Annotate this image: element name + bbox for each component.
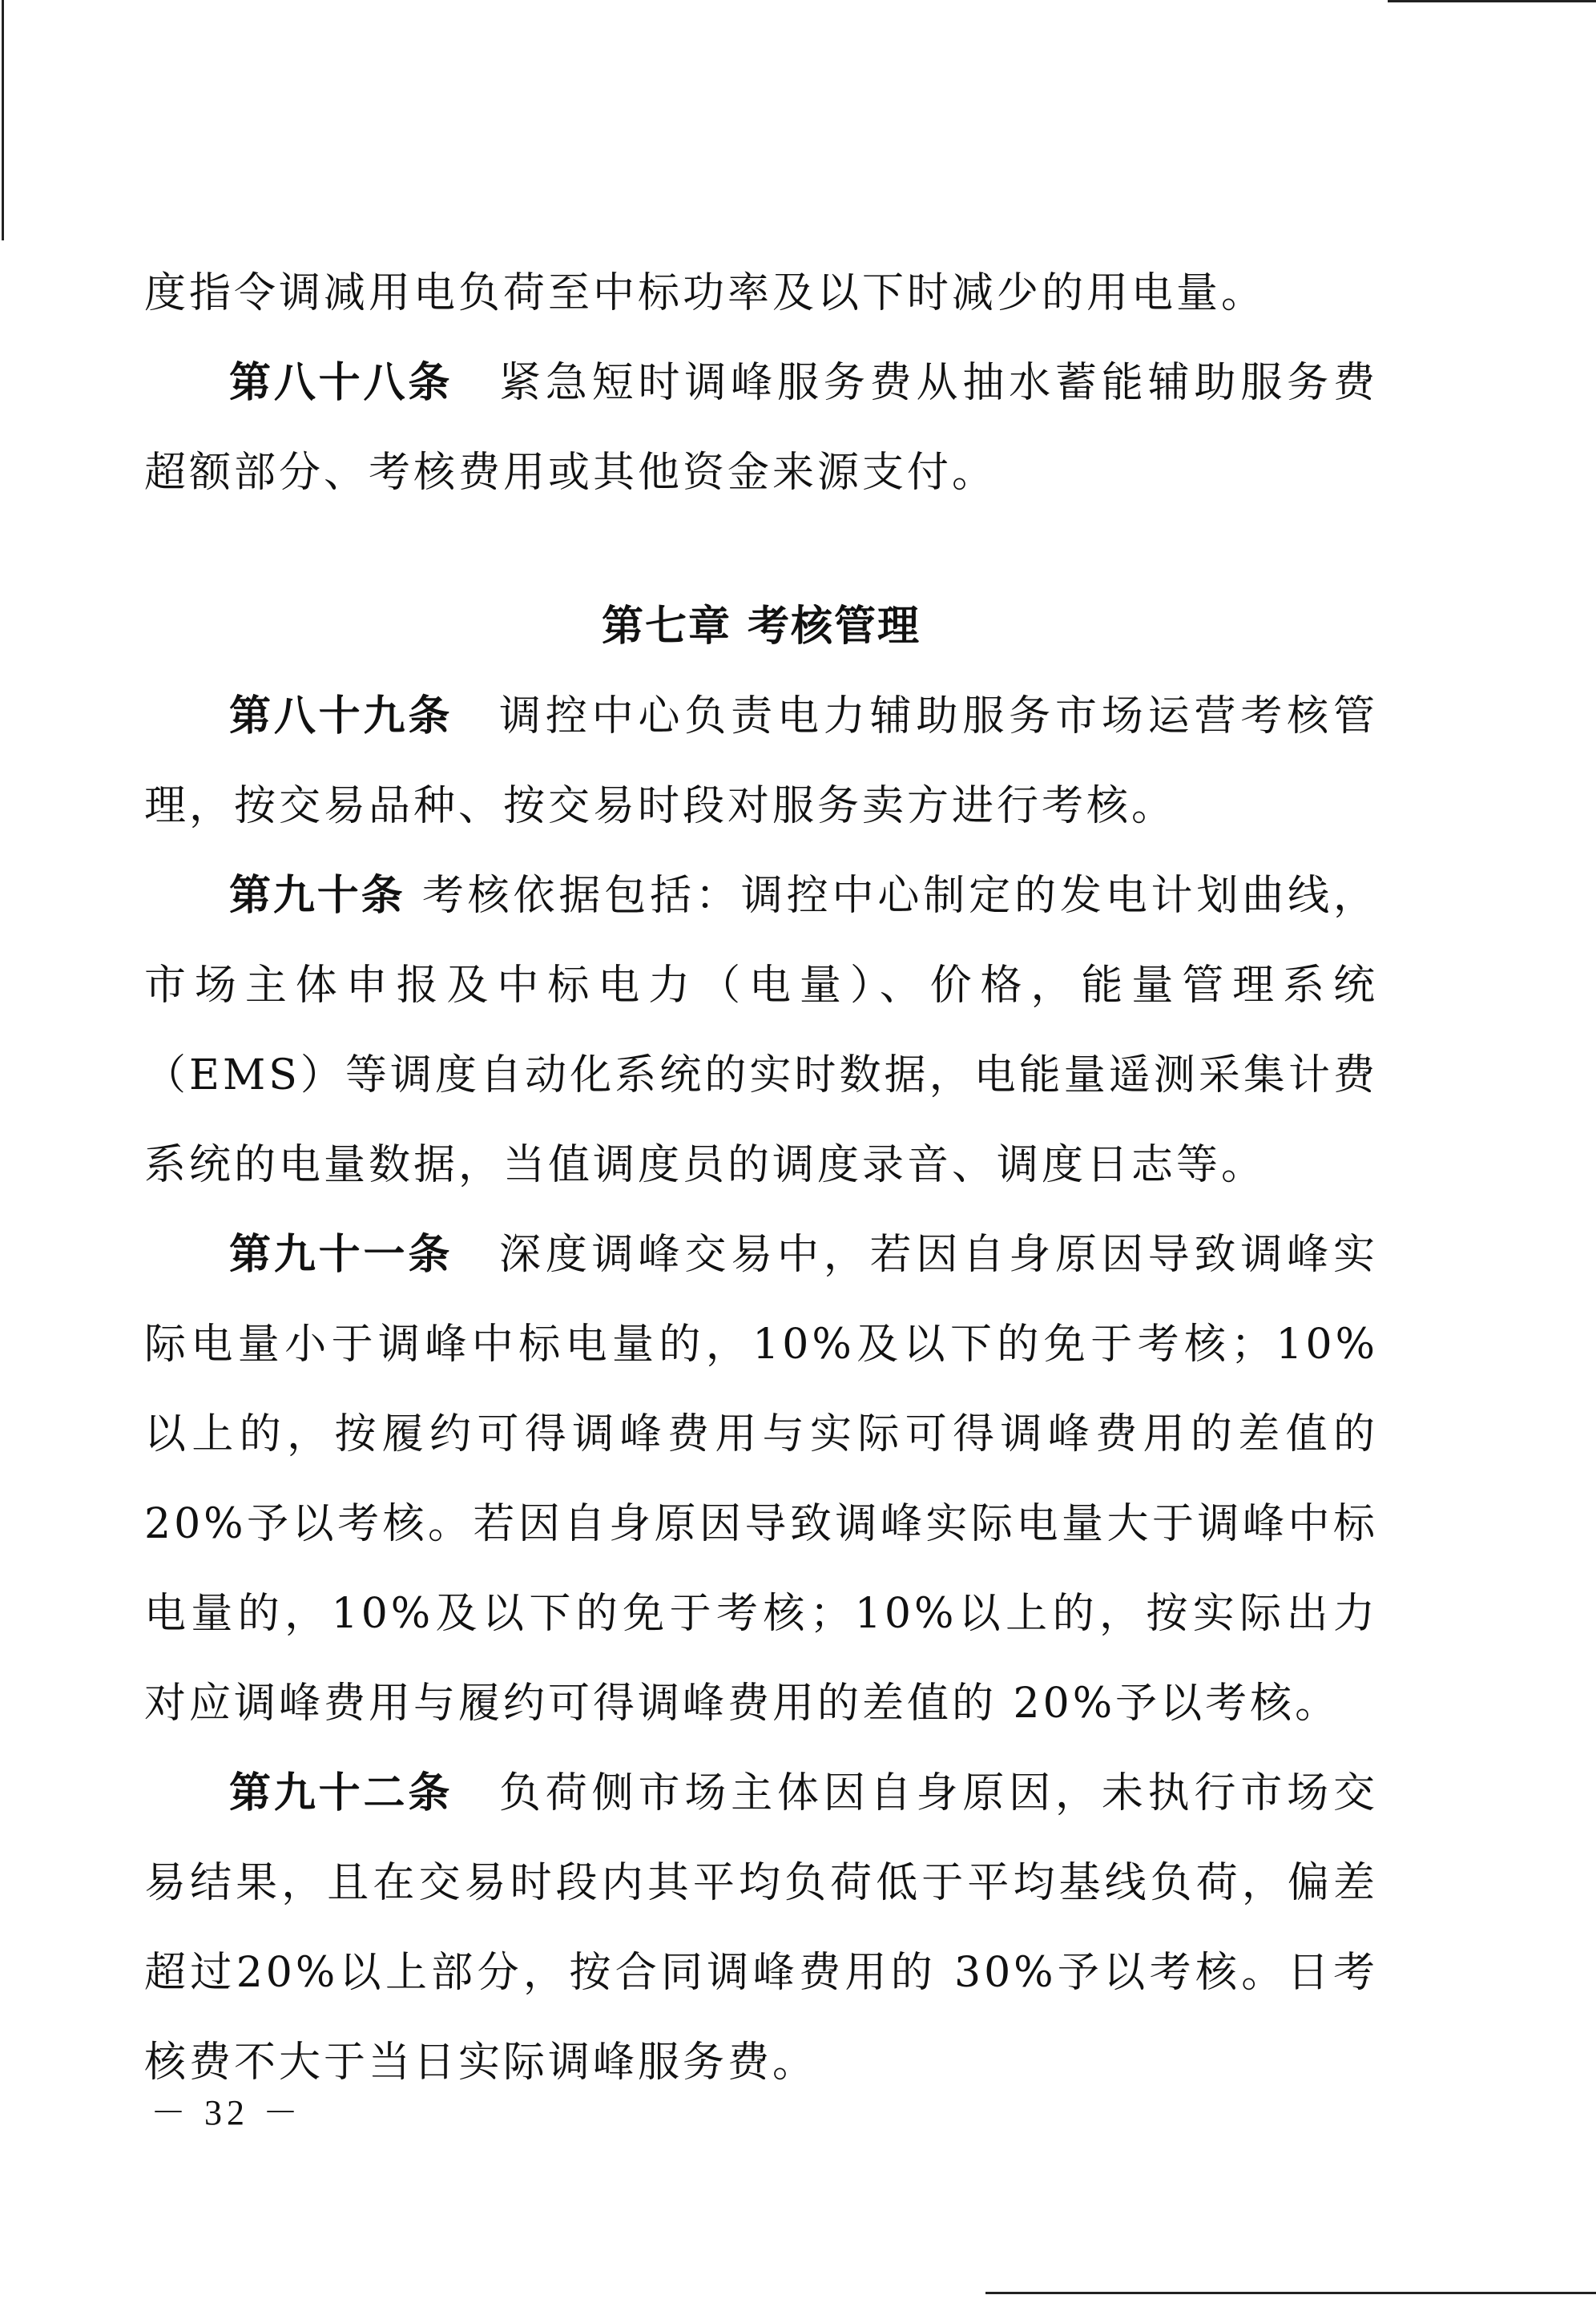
article-text: 深度调峰交易中，若因自身原因导致调峰实际电量小于调峰中标电量的，10%及以下的免于考核；10%以上的，按履约可得调峰费用与实际可得调峰费用的差值的 20%予以考核。若因自身原因导致调峰实际电量大于调峰中标电量的，10%及以下的免于考核；10%以上的，按实际出力对应调峰费用与履约可得调峰费用的差值的 20%予以考核。 (144, 1231, 1378, 1728)
article-89 (144, 672, 1378, 851)
article-heading: 第八十八条 (229, 359, 453, 407)
scan-edge-left (2, 0, 4, 240)
article-heading: 第九十二条 (229, 1769, 453, 1817)
article-text: 考核依据包括：调控中心制定的发电计划曲线，市场主体申报及中标电力（电量）、价格，能量管理系统（EMS）等调度自动化系统的实时数据，电能量遥测采集计费系统的电量数据，当值调度员的调度录音、调度日志等。 (144, 872, 1378, 1189)
scan-edge-top (1388, 0, 1596, 2)
article-text: 紧急短时调峰服务费从抽水蓄能辅助服务费超额部分、考核费用或其他资金来源支付。 (144, 359, 1378, 497)
article-text: 负荷侧市场主体因自身原因，未执行市场交易结果，且在交易时段内其平均负荷低于平均基线负荷，偏差超过20%以上部分，按合同调峰费用的 30%予以考核。日考核费不大于当日实际调峰服务费。 (144, 1769, 1378, 2087)
article-90 (144, 851, 1378, 1210)
article-88 (144, 338, 1378, 518)
page-number: － 32 － (151, 2093, 303, 2132)
article-91 (144, 1210, 1378, 1748)
scan-edge-bottom (985, 2292, 1596, 2294)
paragraph-continuation (144, 248, 1378, 338)
document-body (144, 248, 1378, 2107)
article-heading: 第九十条 (229, 872, 405, 920)
article-92 (144, 1748, 1378, 2107)
article-text: 调控中心负责电力辅助服务市场运营考核管理，按交易品种、按交易时段对服务卖方进行考核。 (144, 692, 1378, 830)
article-heading: 第八十九条 (229, 692, 453, 740)
paragraph-text: 度指令调减用电负荷至中标功率及以下时减少的用电量。 (144, 269, 1267, 317)
chapter-title: 第七章 考核管理 (601, 603, 921, 651)
article-heading: 第九十一条 (229, 1231, 453, 1279)
